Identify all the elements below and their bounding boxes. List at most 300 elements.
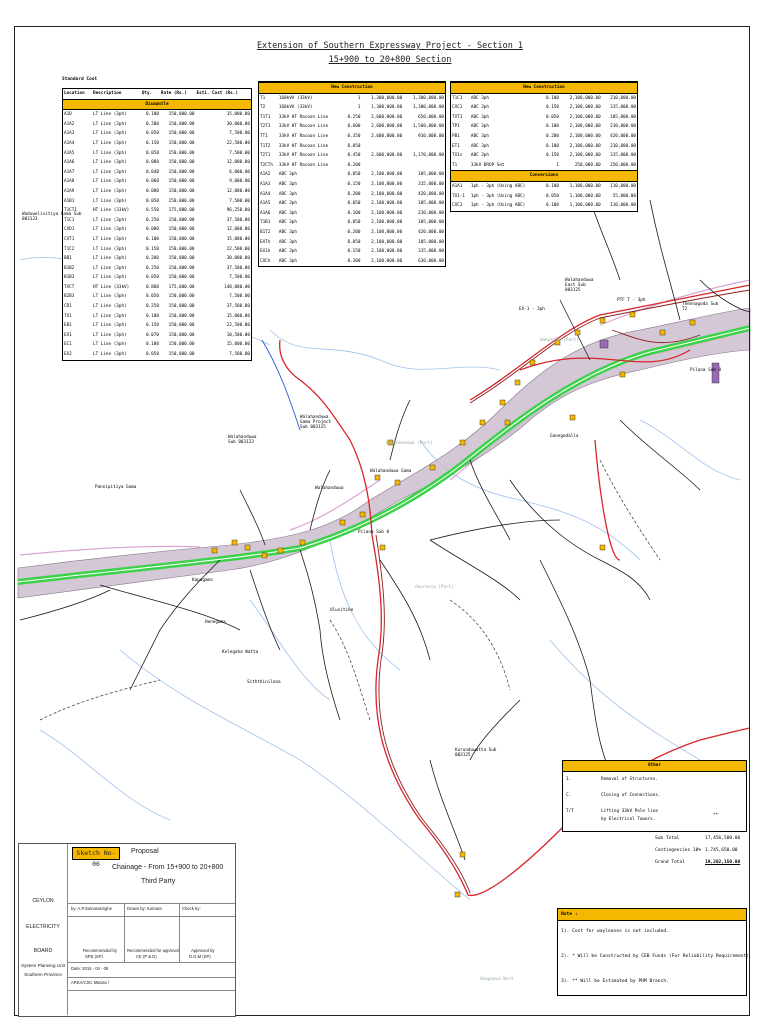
table-cell: 1,100,000.00	[569, 183, 601, 189]
table-row	[259, 247, 445, 257]
table-cell: PB1	[452, 133, 460, 139]
table-cell: TX1c	[452, 153, 463, 159]
other-item: 1.	[566, 777, 572, 782]
table-cell: 150,000.00	[168, 140, 195, 146]
table-cell: 0.050	[546, 193, 559, 199]
table-cell: 2,100,000.00	[371, 220, 403, 226]
table-cell: EB1	[64, 323, 72, 329]
table-cell: 0.060	[145, 179, 159, 185]
table-cell: LT Line (3ph)	[93, 246, 127, 252]
table-cell: A1A4	[64, 140, 75, 146]
table-cell: 1ph - 3ph (Using ABC)	[470, 193, 526, 199]
table-row	[259, 93, 445, 103]
table-cell: A1A1	[452, 183, 463, 189]
table-cell: A1A4	[260, 191, 271, 197]
table-cell: 0.100	[145, 342, 159, 348]
table-cell: 2,100,000.00	[569, 95, 601, 101]
table-row	[451, 151, 637, 161]
table-cell: 2,100,000.00	[569, 133, 601, 139]
table-cell: TXCT	[64, 284, 75, 290]
table-cell: BB1	[64, 256, 72, 262]
table-cell: T2T3	[260, 124, 271, 130]
map-label: Kurunduwatta Sub 003125	[455, 748, 497, 758]
table-row	[63, 235, 251, 245]
table-cell: 105,000.00	[418, 201, 444, 207]
table-cell: 150,000.00	[168, 227, 195, 233]
table-row	[451, 103, 637, 113]
table-cell: 0.070	[145, 332, 159, 338]
table-cell: A1A2	[260, 172, 271, 178]
table-cell: 0.150	[347, 181, 361, 187]
chainage-label: Chainage - From 15+900 to 20+800	[112, 864, 224, 871]
table-row	[63, 149, 251, 159]
contingencies-value: 1,745,650.00	[705, 848, 738, 853]
table-row	[63, 254, 251, 264]
new-construction-band-1: New Construction	[259, 83, 445, 94]
sketch-number: Sketch No-06	[72, 847, 120, 860]
table-cell: CXD1	[64, 227, 75, 233]
table-row	[259, 161, 445, 171]
table-cell: 0.050	[347, 220, 361, 226]
table-row	[451, 201, 637, 211]
table-cell: 2,100,000.00	[569, 105, 601, 111]
table-row	[63, 245, 251, 255]
table-cell: 0.050	[145, 352, 159, 358]
title-block	[18, 843, 236, 1017]
table-cell: 9,000.00	[229, 179, 250, 185]
unit-name-1: System Planning Unit	[21, 963, 65, 968]
table-cell: 1,100,000.00	[569, 193, 601, 199]
table-row	[63, 216, 251, 226]
table-cell: ABC 3ph	[470, 143, 489, 149]
map-label: Walahanduwa East Sub 003125	[565, 278, 594, 293]
table-cell: ABC 3ph	[278, 229, 297, 235]
table-cell: 0.200	[347, 162, 361, 168]
table-row	[259, 122, 445, 132]
table-row	[63, 197, 251, 207]
table-cell: HT Line (33kV)	[93, 208, 130, 214]
table-row	[451, 122, 637, 132]
table-cell: 55,000.00	[612, 193, 636, 199]
table-cell: 0.550	[145, 208, 159, 214]
table-cell: T1T1	[260, 114, 271, 120]
table-cell: T1C1	[452, 95, 463, 101]
sub-total-label: Sub Total	[655, 836, 680, 841]
org-name-3: BOARD	[33, 948, 53, 954]
table-cell: A1A3	[64, 131, 75, 137]
table-cell: 6,000.00	[229, 169, 250, 175]
recommended-by: Recommended by	[83, 948, 117, 953]
map-label: Ganegodalla	[550, 434, 579, 439]
table-cell: 1,560,000.00	[412, 124, 444, 130]
table-cell: ABC 3ph	[278, 181, 297, 187]
column-header: Esti. Cost (Rs.)	[196, 91, 238, 96]
recommended-for-approval: Recommended for approval	[127, 948, 179, 953]
table-cell: ET1	[452, 143, 460, 149]
table-row	[451, 192, 637, 202]
table-cell: ABC 3ph	[278, 258, 297, 264]
map-label: Walahanduwa	[315, 486, 344, 491]
table-cell: 15,000.00	[226, 112, 250, 118]
table-row	[63, 158, 251, 168]
drawn-by: Drawn by: Kumara	[127, 906, 162, 911]
table-cell: 7,500.00	[229, 275, 250, 281]
table-cell: 2,600,000.00	[371, 133, 403, 139]
table-cell: T1B1	[260, 220, 271, 226]
table-cell: 0.050	[546, 114, 559, 120]
table-cell: 210,000.00	[610, 143, 636, 149]
table-cell: A1B1	[64, 198, 75, 204]
grand-total-label: Grand Total	[655, 860, 685, 865]
table-cell: 0.100	[546, 203, 559, 209]
table-row	[451, 132, 637, 142]
notes-box	[557, 908, 750, 996]
table-cell: 0.050	[347, 239, 361, 245]
table-cell: 2,100,000.00	[371, 210, 403, 216]
recommended-by-role: SPE (SP)	[85, 954, 103, 959]
table-cell: ABC 3ph	[470, 153, 489, 159]
table-row	[259, 151, 445, 161]
table-row	[63, 168, 251, 178]
table-cell: 105,000.00	[610, 114, 636, 120]
table-cell: 150,000.00	[168, 236, 195, 242]
map-label: Akuressa (Part)	[415, 585, 454, 590]
map-label: Kelegaha Watta	[222, 650, 259, 655]
table-cell: 0.100	[145, 313, 159, 319]
table-row	[63, 312, 251, 322]
table-cell: 22,500.00	[226, 246, 250, 252]
table-cell: 420,000.00	[610, 133, 636, 139]
table-cell: 7,500.00	[229, 294, 250, 300]
table-cell: 210,000.00	[610, 124, 636, 130]
divider	[124, 903, 125, 962]
table-cell: 250,000.00	[574, 162, 601, 168]
new-construction-band-2: New Construction	[451, 83, 637, 94]
table-cell: 2,100,000.00	[371, 201, 403, 207]
table-cell: TT1	[260, 133, 268, 139]
table-row	[259, 257, 445, 267]
table-cell: ABC 3ph	[278, 172, 297, 178]
table-cell: 110,000.00	[610, 203, 636, 209]
table-cell: HT Line (33kV)	[93, 284, 130, 290]
table-cell: 2,100,000.00	[371, 181, 403, 187]
table-cell: LT Line (3ph)	[93, 217, 127, 223]
table-row	[451, 93, 637, 103]
table-cell: 33kV HT Racoon Line	[278, 153, 329, 159]
table-cell: TX1-1	[452, 193, 465, 199]
table-cell: A1A2	[64, 121, 75, 127]
table-cell: LT Line (3ph)	[93, 352, 127, 358]
table-cell: 0.200	[347, 229, 361, 235]
table-cell: 2,600,000.00	[371, 124, 403, 130]
table-cell: 0.080	[145, 227, 159, 233]
table-cell: 1	[357, 105, 361, 111]
table-row	[451, 113, 637, 123]
table-cell: 0.100	[546, 143, 559, 149]
table-cell: B1B2	[64, 265, 75, 271]
table-cell: LT Line (3ph)	[93, 188, 127, 194]
table-row	[451, 181, 637, 191]
table-cell: 150,000.00	[168, 265, 195, 271]
table-cell: 175,000.00	[168, 208, 195, 214]
map-label: Henegama	[205, 620, 226, 625]
table-cell: 0.450	[347, 153, 361, 159]
table-cell: 2,100,000.00	[569, 143, 601, 149]
table-row	[259, 142, 445, 152]
table-cell: 22,500.00	[226, 140, 250, 146]
table-row	[451, 142, 637, 152]
table-cell: 0.050	[347, 201, 361, 207]
table-cell: ABC 3ph	[470, 95, 489, 101]
new-construction-table-2	[450, 81, 638, 212]
table-cell: 150,000.00	[168, 313, 195, 319]
table-row	[259, 218, 445, 228]
table-cell: 0.050	[145, 198, 159, 204]
organization-cell	[19, 844, 68, 1015]
table-cell: EX1h	[260, 249, 271, 255]
standard-cost-label: Standard Cost	[62, 77, 98, 82]
table-cell: 33kV HT Racoon Line	[278, 124, 329, 130]
divider	[67, 962, 235, 963]
table-cell: 150,000.00	[168, 275, 195, 281]
table-cell: 0.600	[347, 124, 361, 130]
table-cell: 150,000.00	[168, 217, 195, 223]
contingencies-label: Contingencies 10%	[655, 848, 702, 853]
table-cell: 150,000.00	[168, 150, 195, 156]
table-cell: A1A7	[64, 169, 75, 175]
table-cell: 150,000.00	[168, 179, 195, 185]
table-cell: 0.050	[145, 275, 159, 281]
table-cell: 1,100,000.00	[569, 203, 601, 209]
table-row	[63, 206, 251, 216]
table-cell: 110,000.00	[610, 183, 636, 189]
table-cell: A1A5	[260, 201, 271, 207]
area-csc: AREA/CSC Matara /	[71, 980, 109, 985]
table-cell: 315,000.00	[418, 249, 444, 255]
table-row	[259, 103, 445, 113]
table-cell: 7,500.00	[229, 150, 250, 156]
table-cell: 105,000.00	[418, 239, 444, 245]
checked-by: Check by:	[182, 906, 201, 911]
table-cell: LT Line (3ph)	[93, 294, 127, 300]
table-cell: 12,000.00	[226, 160, 250, 166]
table-cell: LT Line (3ph)	[93, 131, 127, 137]
table-cell: 150,000.00	[168, 256, 195, 262]
map-label: Thennagoda Sub T2	[682, 302, 719, 312]
map-label: Unagauwa West	[480, 977, 514, 982]
table-cell: 2,100,000.00	[569, 124, 601, 130]
table-row	[63, 292, 251, 302]
table-cell: 37,500.00	[226, 304, 250, 310]
table-cell: 150,000.00	[168, 131, 195, 137]
table-cell: 160kVA (33kV)	[278, 95, 313, 101]
third-party-label: Third Party	[141, 878, 176, 885]
table-cell: 0.080	[145, 188, 159, 194]
table-cell: 250,000.00	[610, 162, 636, 168]
table-row	[63, 110, 251, 120]
table-row	[63, 129, 251, 139]
date: Date: 2016 - 04 - 06	[71, 966, 109, 971]
table-cell: 150,000.00	[168, 121, 195, 127]
table-cell: 0.200	[145, 256, 159, 262]
table-cell: LT Line (3ph)	[93, 227, 127, 233]
map-label: Siththinilana	[247, 680, 281, 685]
table-cell: 37,500.00	[226, 265, 250, 271]
table-row	[259, 113, 445, 123]
table-cell: 0.800	[145, 284, 159, 290]
table-row	[259, 170, 445, 180]
table-cell: B2B3	[64, 294, 75, 300]
table-cell: 140,000.00	[224, 284, 250, 290]
table-cell: ABC 3ph	[470, 114, 489, 120]
notes-header: Note :	[558, 909, 746, 921]
map-label: Wakwella (Part)	[540, 338, 579, 343]
map-label: EX-1 - 3ph	[519, 307, 545, 312]
table-cell: 160kVA (33kV)	[278, 105, 313, 111]
table-cell: T1T2	[260, 143, 271, 149]
approved-by: Approved by	[191, 948, 215, 953]
sheet-subtitle: 15+900 to 20+800 Section	[328, 55, 452, 65]
map-label: Kapugama	[192, 578, 213, 583]
table-row	[63, 273, 251, 283]
table-cell: A1D	[64, 112, 72, 118]
table-cell: CXT1	[64, 236, 75, 242]
table-cell: 0.150	[347, 249, 361, 255]
table-row	[259, 238, 445, 248]
other-item: by Electrical Towers.	[601, 817, 656, 822]
table-cell: 105,000.00	[418, 220, 444, 226]
table-cell: 1	[556, 162, 559, 168]
table-cell: T1C2	[64, 246, 75, 252]
table-cell: T1CT1	[64, 208, 77, 214]
table-cell: T1	[260, 95, 266, 101]
map-label: Walahanduwa Gama	[370, 469, 412, 474]
map-label: Walahanduwa (Part)	[386, 441, 433, 446]
table-cell: ABC 3ph	[470, 133, 489, 139]
table-cell: EC1	[64, 342, 72, 348]
map-label: PTF T - 3ph	[617, 298, 646, 303]
table-cell: 0.050	[145, 150, 159, 156]
table-row	[63, 225, 251, 235]
table-row	[259, 132, 445, 142]
table-cell: LT Line (3ph)	[93, 150, 127, 156]
org-name-1: CEYLON	[32, 898, 54, 904]
table-cell: 210,000.00	[418, 210, 444, 216]
table-cell: 2,100,000.00	[371, 191, 403, 197]
table-cell: 0.100	[546, 95, 559, 101]
note-line: 1). Cost for wayleaves is not included.	[561, 929, 669, 934]
table-cell: 420,000.00	[418, 229, 444, 235]
table-cell: CXC1	[452, 105, 463, 111]
table-cell: EX1	[64, 332, 72, 338]
divider	[67, 977, 235, 978]
dismantle-band: Dismantle	[63, 99, 251, 110]
table-cell: LT Line (3ph)	[93, 179, 127, 185]
table-cell: 33kV HT Racoon Line	[278, 114, 329, 120]
table-cell: LT Line (3ph)	[93, 169, 127, 175]
table-cell	[361, 161, 403, 171]
table-cell: 1ph - 3ph (Using ABC)	[470, 183, 526, 189]
table-cell: 10,500.00	[226, 332, 250, 338]
table-cell: 0.150	[546, 153, 559, 159]
map-label: Pilana Sub 0	[358, 530, 390, 535]
table-cell: 2,100,000.00	[569, 153, 601, 159]
table-cell: 2,100,000.00	[371, 249, 403, 255]
other-item: C.	[566, 793, 572, 798]
table-cell: 33kV HT Racoon Line	[278, 162, 329, 168]
approved-by-role: D.G.M (SP)	[189, 954, 211, 959]
other-table	[562, 760, 747, 832]
other-item: Removal of Structures.	[601, 777, 658, 782]
table-cell: 0.100	[145, 112, 159, 118]
table-cell: 96,250.00	[226, 208, 250, 214]
table-cell: 15,000.00	[226, 313, 250, 319]
table-cell: LT Line (3ph)	[93, 275, 127, 281]
table-row	[259, 209, 445, 219]
table-cell: 150,000.00	[168, 304, 195, 310]
column-header: Description	[93, 91, 122, 96]
table-cell: ABC 3ph	[278, 239, 297, 245]
table-row	[63, 139, 251, 149]
column-header: Location	[64, 91, 85, 96]
column-header: Rate (Rs.)	[160, 91, 187, 96]
map-label: Walahanduwa Sub 003123	[228, 435, 257, 445]
table-cell: 2,600,000.00	[371, 114, 403, 120]
column-header: Qty.	[141, 91, 153, 96]
table-cell: 7,500.00	[229, 131, 250, 137]
table-cell: T1C1	[64, 217, 75, 223]
table-cell: A1A3	[260, 181, 271, 187]
table-cell: LT Line (3ph)	[93, 160, 127, 166]
map-label: Waduwelivitiya Gama Sub 003123	[22, 212, 82, 222]
table-cell: 1,300,000.00	[412, 105, 444, 111]
table-cell: 15,000.00	[226, 342, 250, 348]
table-row	[63, 321, 251, 331]
table-cell: 0.050	[145, 294, 159, 300]
map-label: Walahanduwa Gama Project Sub 003125	[300, 415, 332, 430]
cost-totals	[655, 836, 741, 872]
other-item: **	[713, 813, 719, 818]
table-cell: ABC 3ph	[278, 210, 297, 216]
table-cell: 33kV HT Racoon Line	[278, 133, 329, 139]
table-cell: ABC 3ph	[470, 105, 489, 111]
table-row	[63, 177, 251, 187]
table-cell: TP1	[452, 124, 460, 130]
table-cell: 0.250	[145, 265, 159, 271]
divider	[179, 903, 180, 962]
table-cell: 0.150	[145, 140, 159, 146]
table-row	[259, 190, 445, 200]
table-cell: LT Line (3ph)	[93, 342, 127, 348]
table-cell: 315,000.00	[610, 153, 636, 159]
other-band: Other	[563, 761, 746, 772]
table-row	[63, 331, 251, 341]
table-cell: ABC 3ph	[278, 191, 297, 197]
designed-by: by: A.P.Samarasinghe	[71, 906, 112, 911]
standard-cost-table	[62, 88, 252, 361]
table-cell: 22,500.00	[226, 323, 250, 329]
other-item: T/T	[566, 809, 574, 814]
table-cell: 33kV HT Racoon Line	[278, 143, 329, 149]
table-cell: 175,000.00	[168, 284, 195, 290]
table-cell: A1A8	[64, 179, 75, 185]
divider	[67, 903, 235, 904]
table-row	[63, 187, 251, 197]
table-cell: T2CTh	[260, 162, 273, 168]
table-cell: A1A6	[64, 160, 75, 166]
table-cell: T1	[452, 162, 458, 168]
table-cell: TXT1	[452, 114, 463, 120]
